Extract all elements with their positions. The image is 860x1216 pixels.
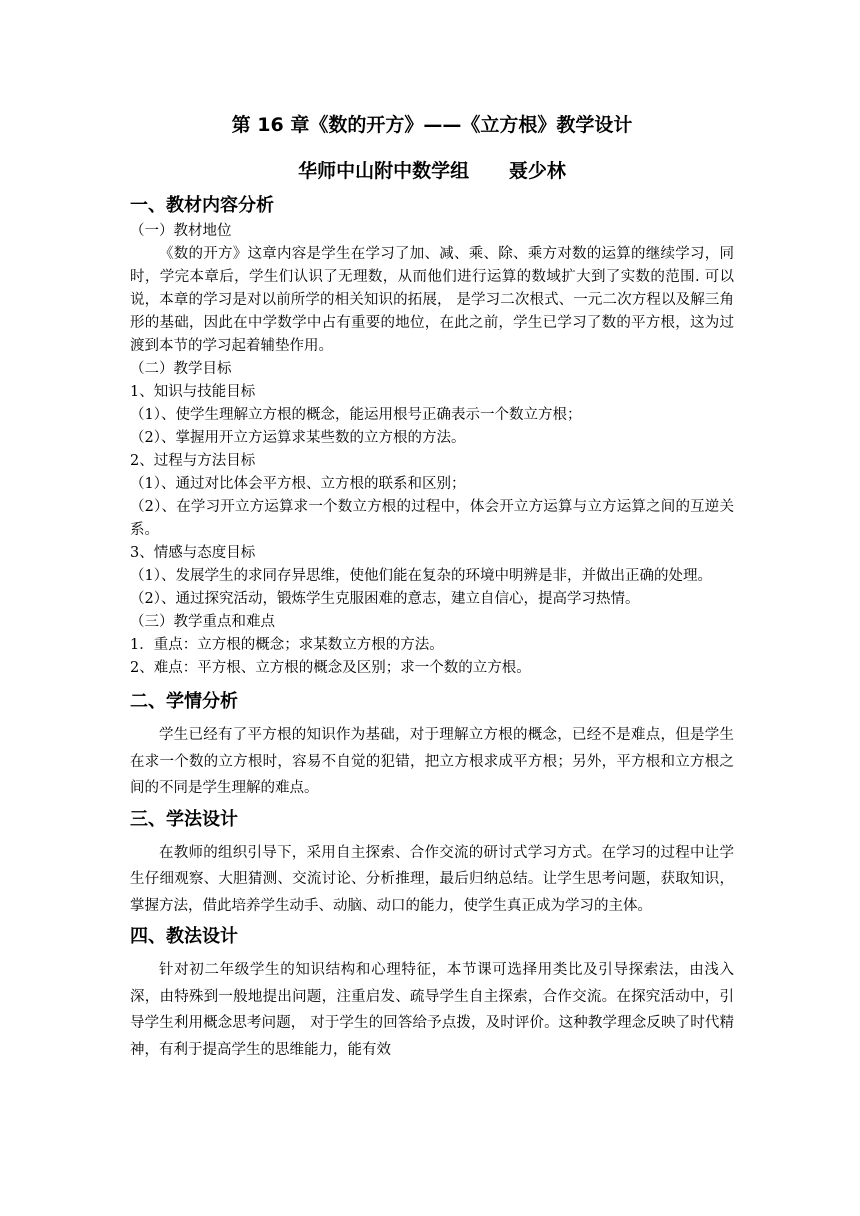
subheading-teaching-goals: （二）教学目标 — [130, 361, 232, 377]
section-heading-1: 一、教材内容分析 — [130, 195, 274, 216]
goal-process-method: 2、过程与方法目标 — [130, 453, 256, 469]
goal-knowledge-skills: 1、知识与技能目标 — [130, 384, 256, 400]
section-heading-4: 四、教法设计 — [130, 926, 238, 947]
author-line: 华师中山附中数学组 聂少林 — [298, 160, 566, 182]
section-heading-2: 二、学情分析 — [130, 691, 238, 712]
paragraph-textbook-position: 《数的开方》这章内容是学生在学习了加、减、乘、除、乘方对数的运算的继续学习，同时，学完本章后，学生们认识了无理数，从而他们进行运算的数域扩大到了实数的范围. 可以说，本章的学习是对以前所学的相关知识的拓展， 是学习二次根式、一元二次方程以及解三角形的基础，因此在中学数学中占有重要的地位，在此之前，学生已学习了数的平方根，这为过渡到本节的学习起着辅垫作用。 — [130, 246, 734, 354]
key-point-item: 1．重点：立方根的概念；求某数立方根的方法。 — [130, 637, 444, 653]
document-title: 第 16 章《数的开方》——《立方根》教学设计 — [231, 114, 633, 136]
goal-item: （2）、通过探究活动，锻炼学生克服困难的意志，建立自信心，提高学习热情。 — [130, 591, 640, 607]
goal-item: （1）、使学生理解立方根的概念，能运用根号正确表示一个数立方根； — [130, 407, 582, 423]
goal-emotion-attitude: 3、情感与态度目标 — [130, 545, 256, 561]
subheading-key-points: （三）教学重点和难点 — [130, 614, 275, 630]
document-page — [130, 110, 734, 1063]
goal-item: （2）、在学习开立方运算求一个数立方根的过程中，体会开立方运算与立方运算之间的互逆关系。 — [130, 499, 734, 538]
goal-item: （1）、通过对比体会平方根、立方根的联系和区别； — [130, 476, 466, 492]
goal-item: （2）、掌握用开立方运算求某些数的立方根的方法。 — [130, 430, 466, 446]
paragraph-learning-method: 在教师的组织引导下，采用自主探索、合作交流的研讨式学习方式。在学习的过程中让学生仔细观察、大胆猜测、交流讨论、分析推理，最后归纳总结。让学生思考问题，获取知识，掌握方法，借此培养学生动手、动脑、动口的能力，使学生真正成为学习的主体。 — [130, 844, 734, 914]
section-heading-3: 三、学法设计 — [130, 808, 238, 830]
difficulty-item: 2、难点：平方根、立方根的概念及区别；求一个数的立方根。 — [130, 660, 531, 676]
goal-item: （1）、发展学生的求同存异思维，使他们能在复杂的环境中明辨是非，并做出正确的处理。 — [130, 568, 712, 584]
paragraph-learning-situation: 学生已经有了平方根的知识作为基础，对于理解立方根的概念，已经不是难点，但是学生在求一个数的立方根时，容易不自觉的犯错，把立方根求成平方根；另外，平方根和立方根之间的不同是学生理解的难点。 — [130, 727, 734, 796]
paragraph-teaching-method: 针对初二年级学生的知识结构和心理特征，本节课可选择用类比及引导探索法，由浅入深，由特殊到一般地提出问题，注重启发、疏导学生自主探索，合作交流。在探究活动中，引导学生利用概念思考问题， 对于学生的回答给予点拨，及时评价。这种教学理念反映了时代精神，有利于提高学生的思维能力，能有效 — [130, 962, 734, 1058]
subheading-textbook-position: （一）教材地位 — [130, 223, 232, 239]
